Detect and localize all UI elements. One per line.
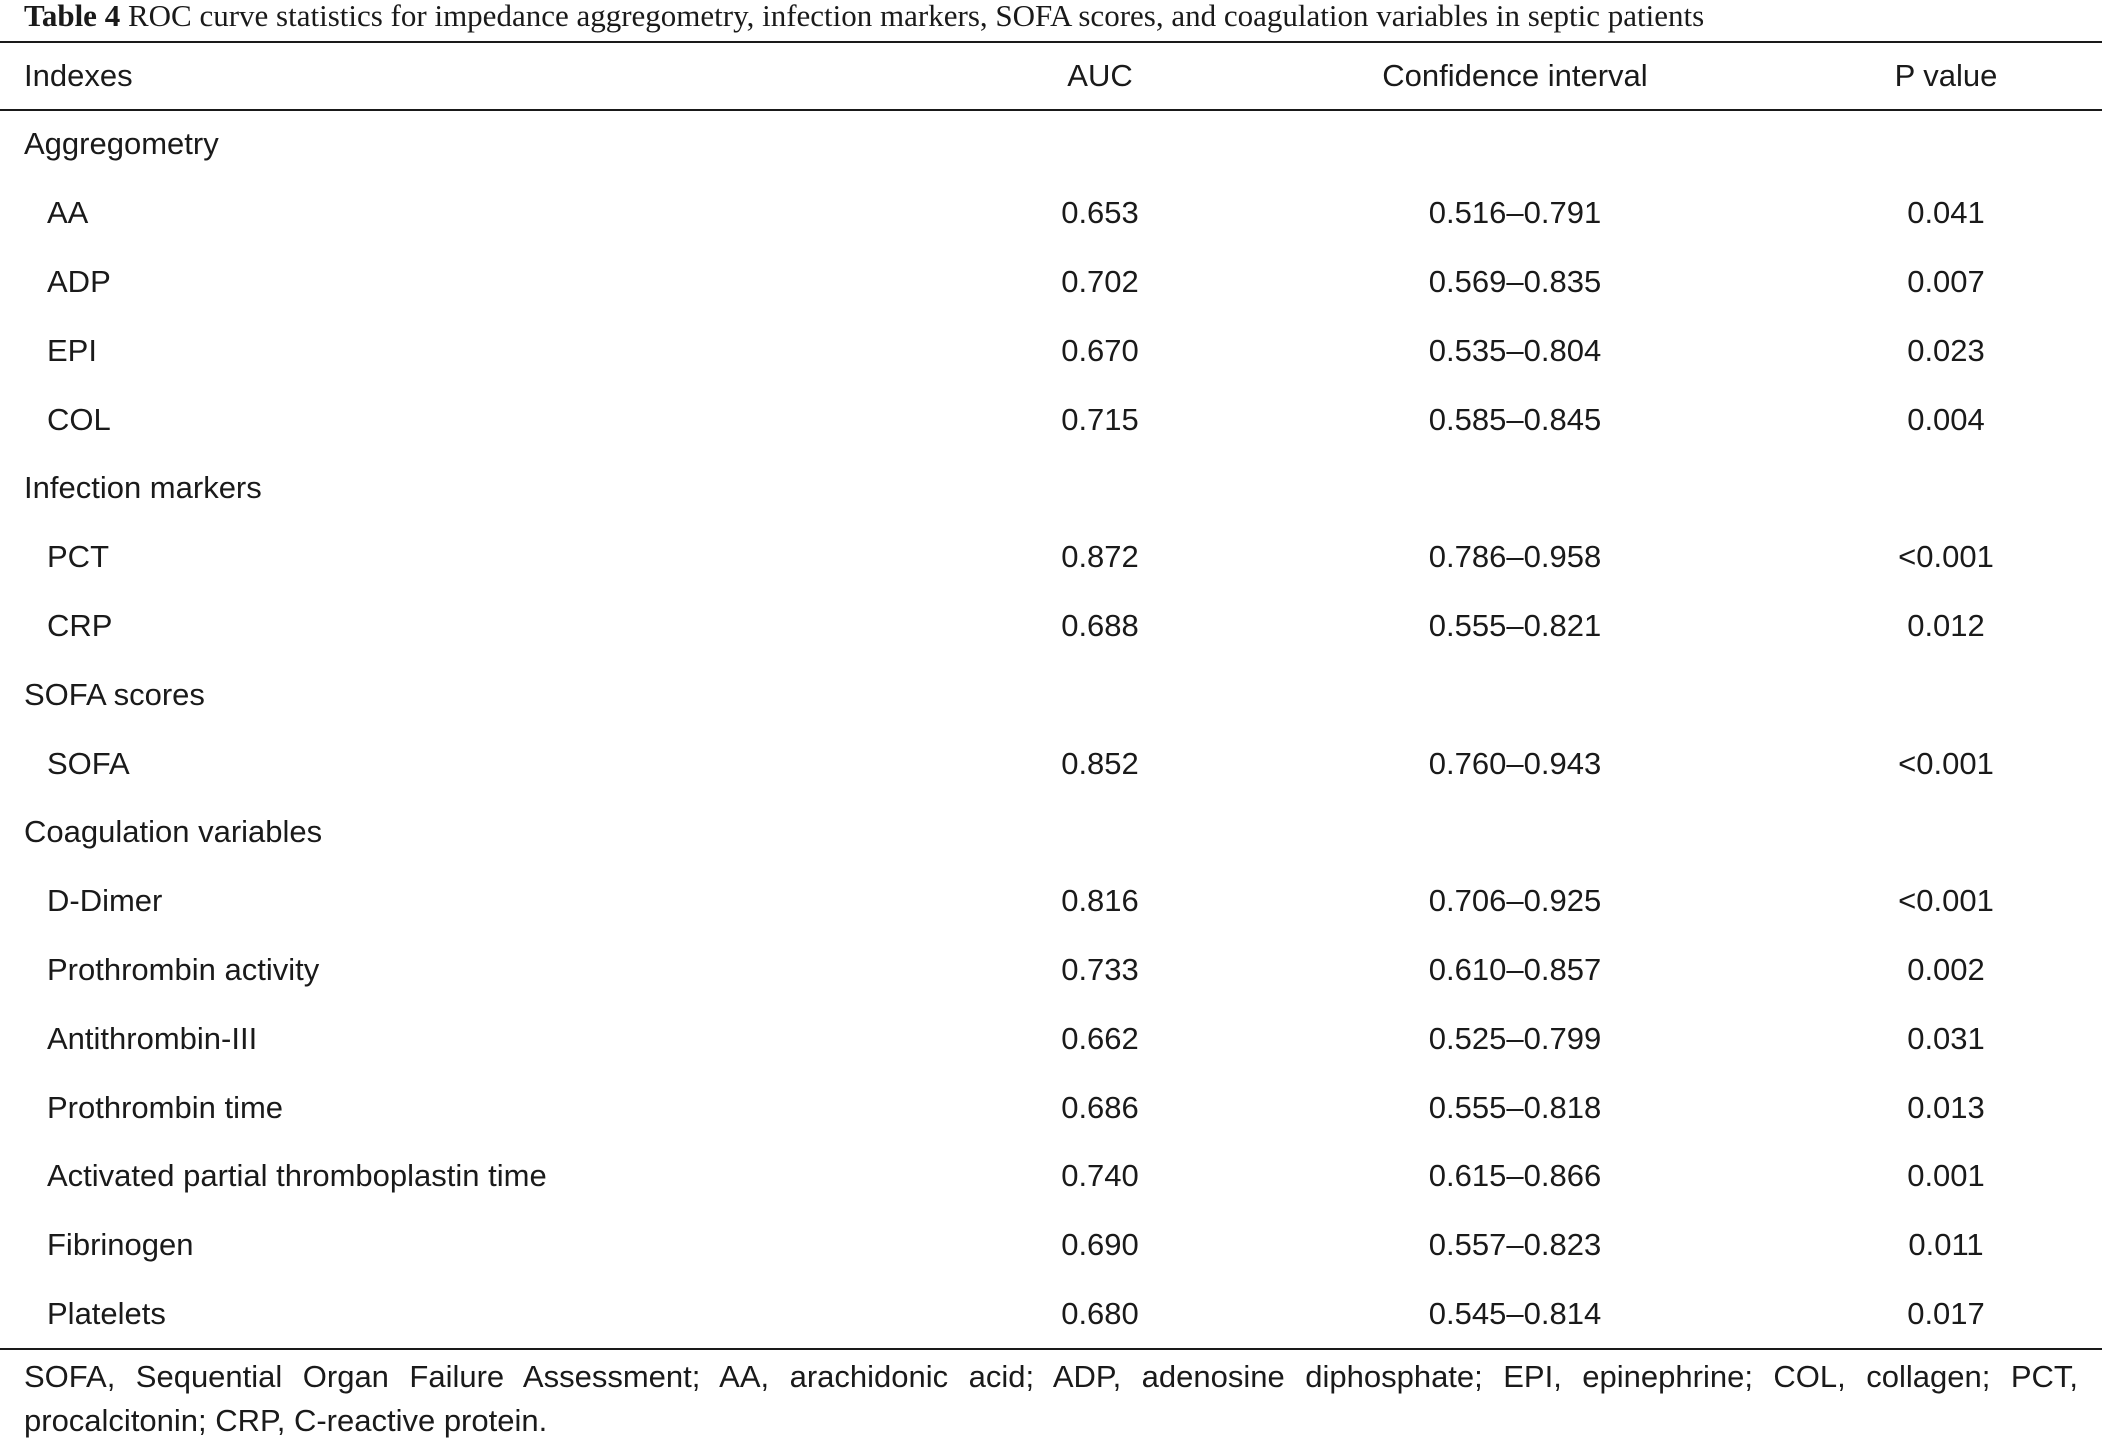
- index-label: Antithrombin-III: [47, 1020, 258, 1056]
- auc-value: 0.740: [1061, 1158, 1139, 1194]
- p-value: 0.031: [1907, 1020, 1985, 1056]
- p-value: <0.001: [1898, 539, 1994, 575]
- index-label: AA: [47, 195, 89, 231]
- confidence-interval-value: 0.760–0.943: [1428, 745, 1602, 781]
- confidence-interval-value: 0.706–0.925: [1428, 883, 1602, 919]
- group-row: [0, 798, 2102, 867]
- p-value: 0.013: [1907, 1089, 1985, 1125]
- confidence-interval-value: 0.525–0.799: [1428, 1020, 1602, 1056]
- table-row: [0, 729, 2102, 798]
- group-label: Aggregometry: [24, 126, 219, 162]
- table-row: [0, 316, 2102, 385]
- index-label: EPI: [47, 332, 97, 368]
- table-caption-text: ROC curve statistics for impedance aggregometry, infection markers, SOFA scores, and coagulation variables in septic patients: [127, 0, 1705, 33]
- confidence-interval-value: 0.585–0.845: [1428, 401, 1602, 437]
- auc-value: 0.662: [1061, 1020, 1139, 1056]
- auc-value: 0.702: [1061, 263, 1139, 299]
- group-label: Infection markers: [24, 470, 262, 506]
- auc-value: 0.690: [1061, 1227, 1139, 1263]
- table-header-row: [0, 43, 2102, 109]
- confidence-interval-value: 0.557–0.823: [1428, 1227, 1602, 1263]
- table-row: [0, 1280, 2102, 1349]
- auc-value: 0.872: [1061, 539, 1139, 575]
- auc-value: 0.686: [1061, 1089, 1139, 1125]
- index-label: SOFA: [47, 745, 130, 781]
- p-value: 0.011: [1908, 1227, 1984, 1263]
- auc-value: 0.852: [1061, 745, 1139, 781]
- index-label: PCT: [47, 539, 109, 575]
- confidence-interval-value: 0.569–0.835: [1428, 263, 1602, 299]
- confidence-interval-value: 0.555–0.818: [1428, 1089, 1602, 1125]
- header-auc: AUC: [1067, 58, 1133, 93]
- index-label: COL: [47, 401, 111, 437]
- auc-value: 0.653: [1061, 195, 1139, 231]
- p-value: <0.001: [1898, 883, 1994, 919]
- p-value: 0.023: [1907, 332, 1985, 368]
- index-label: ADP: [47, 263, 111, 299]
- table-caption: [24, 0, 2084, 34]
- table-row: [0, 1073, 2102, 1142]
- group-row: [0, 660, 2102, 729]
- table-row: [0, 179, 2102, 248]
- table-row: [0, 936, 2102, 1005]
- group-row: [0, 110, 2102, 179]
- header-rule: [0, 109, 2102, 111]
- roc-table: [0, 43, 2102, 1331]
- index-label: Activated partial thromboplastin time: [47, 1158, 547, 1194]
- p-value: 0.041: [1907, 195, 1985, 231]
- bottom-rule: [0, 1348, 2102, 1350]
- table-body: [0, 110, 2102, 1348]
- auc-value: 0.733: [1061, 951, 1139, 987]
- index-label: Prothrombin activity: [47, 951, 320, 987]
- confidence-interval-value: 0.610–0.857: [1428, 951, 1602, 987]
- group-row: [0, 454, 2102, 523]
- header-confidence-interval: Confidence interval: [1382, 58, 1648, 93]
- p-value: 0.007: [1907, 263, 1985, 299]
- group-label: SOFA scores: [24, 676, 205, 712]
- table-row: [0, 248, 2102, 317]
- confidence-interval-value: 0.555–0.821: [1428, 607, 1602, 643]
- header-indexes: Indexes: [24, 58, 133, 93]
- index-label: Prothrombin time: [47, 1089, 284, 1125]
- auc-value: 0.670: [1061, 332, 1139, 368]
- index-label: D-Dimer: [47, 883, 163, 919]
- p-value: <0.001: [1898, 745, 1994, 781]
- index-label: CRP: [47, 607, 113, 643]
- auc-value: 0.715: [1061, 401, 1139, 437]
- table-caption-label: Table 4: [24, 0, 121, 33]
- header-p-value: P value: [1894, 58, 1998, 93]
- group-label: Coagulation variables: [24, 814, 323, 850]
- p-value: 0.002: [1907, 951, 1985, 987]
- table-row: [0, 1211, 2102, 1280]
- confidence-interval-value: 0.545–0.814: [1428, 1295, 1602, 1331]
- auc-value: 0.816: [1061, 883, 1139, 919]
- p-value: 0.012: [1907, 607, 1985, 643]
- p-value: 0.017: [1907, 1295, 1985, 1331]
- auc-value: 0.688: [1061, 607, 1139, 643]
- index-label: Fibrinogen: [47, 1227, 194, 1263]
- confidence-interval-value: 0.516–0.791: [1428, 195, 1602, 231]
- table-row: [0, 523, 2102, 592]
- table-row: [0, 867, 2102, 936]
- auc-value: 0.680: [1061, 1295, 1139, 1331]
- confidence-interval-value: 0.615–0.866: [1428, 1158, 1602, 1194]
- table-row: [0, 592, 2102, 661]
- table-footnote: SOFA, Sequential Organ Failure Assessment; AA, arachidonic acid; ADP, adenosine diphosphate; EPI, epinephrine; COL, collagen; PCT, procalcitonin; CRP, C-reactive protein.: [24, 1359, 2078, 1438]
- p-value: 0.001: [1907, 1158, 1985, 1194]
- confidence-interval-value: 0.535–0.804: [1428, 332, 1602, 368]
- index-label: Platelets: [47, 1295, 166, 1331]
- table-row: [0, 1004, 2102, 1073]
- table-row: [0, 385, 2102, 454]
- confidence-interval-value: 0.786–0.958: [1428, 539, 1602, 575]
- table-row: [0, 1142, 2102, 1211]
- p-value: 0.004: [1907, 401, 1985, 437]
